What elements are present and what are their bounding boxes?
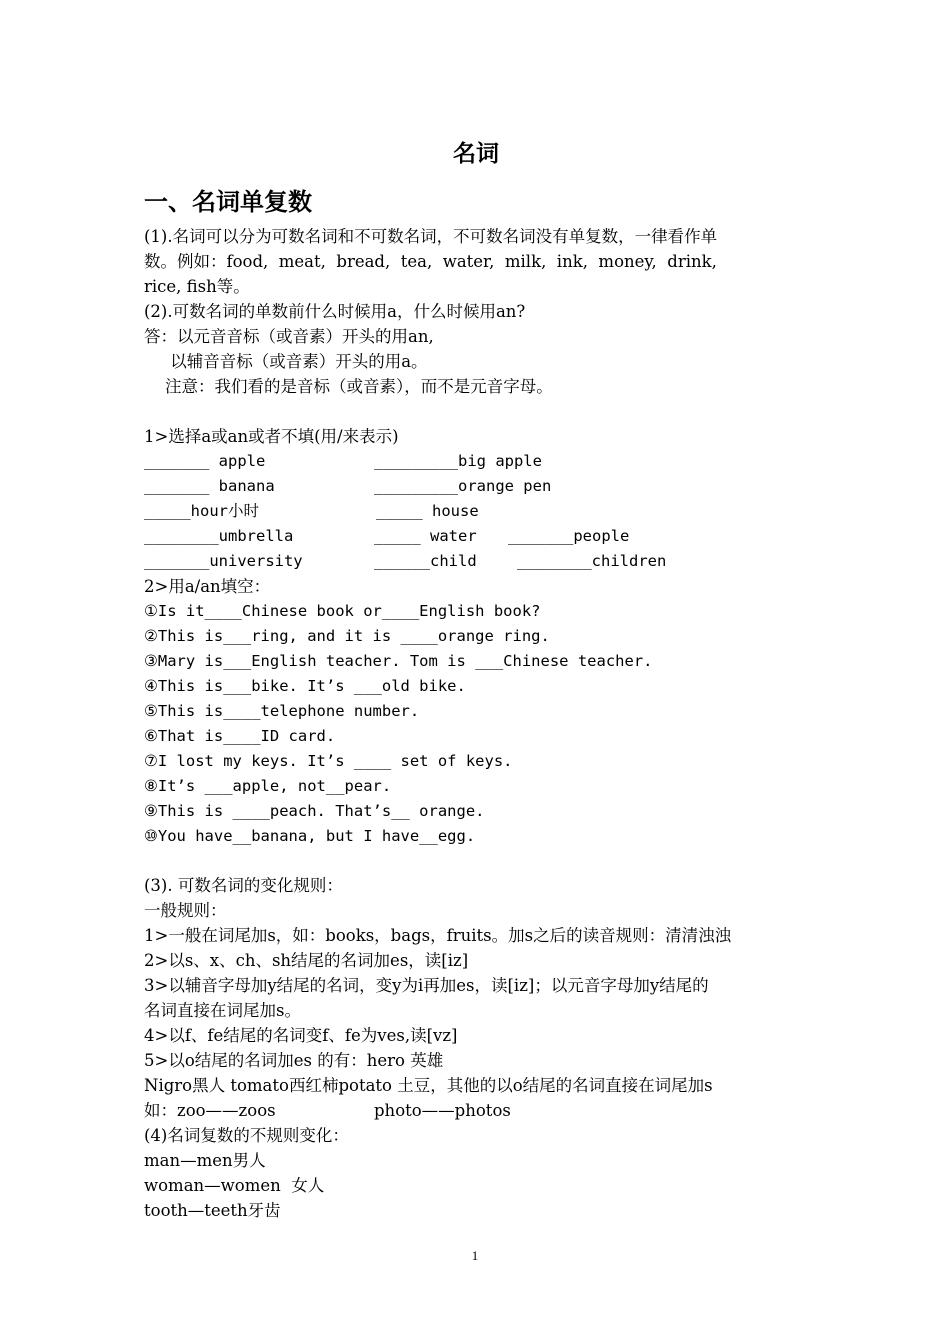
exercise-sentence: ①Is it____Chinese book or____English book? xyxy=(144,602,541,620)
exercise-sentence: ⑧It’s ___apple, not__pear. xyxy=(144,777,392,795)
exercise-sentence: ⑥That is____ID card. xyxy=(144,727,336,745)
paragraph-line: (1).名词可以分为可数名词和不可数名词，不可数名词没有单复数，一律看作单 xyxy=(144,227,718,246)
exercise-item: _______ banana xyxy=(144,477,275,495)
exercise-sentence: ⑩You have__banana, but I have__egg. xyxy=(144,827,476,845)
exercise-sentence: ⑦I lost my keys. It’s ____ set of keys. xyxy=(144,752,513,770)
rule-line: 2>以s、x、ch、sh结尾的名词加es，读[iz] xyxy=(144,951,469,970)
note-line: 注意：我们看的是音标（或音素），而不是元音字母。 xyxy=(144,377,553,396)
exercise-item: ________umbrella xyxy=(144,527,294,545)
exercise-sentence: ④This is___bike. It’s ___old bike. xyxy=(144,677,466,695)
exercise-item: _____ water xyxy=(374,527,477,545)
exercise-title: 1>选择a或an或者不填(用/来表示) xyxy=(144,427,399,446)
irregular-line: man—men男人 xyxy=(144,1151,266,1170)
exercise-item: _______people xyxy=(508,527,630,545)
rule-line: Nigro黑人 tomato西红柿potato 土豆，其他的以o结尾的名词直接在词尾加s xyxy=(144,1076,713,1095)
exercise-sentence: ③Mary is___English teacher. Tom is ___Chinese teacher. xyxy=(144,652,653,670)
section-heading: 一、名词单复数 xyxy=(144,188,312,216)
exercise-item: _________big apple xyxy=(374,452,542,470)
paragraph-line: 一般规则： xyxy=(144,901,227,920)
page-number: 1 xyxy=(471,1248,479,1263)
answer-line: 答：以元音音标（或音素）开头的用an, xyxy=(144,327,434,346)
paragraph-line: rice, fish等。 xyxy=(144,277,250,296)
exercise-sentence: ⑤This is____telephone number. xyxy=(144,702,420,720)
exercise-item: ________children xyxy=(517,552,667,570)
paragraph-line: (3). 可数名词的变化规则： xyxy=(144,876,343,895)
paragraph-line: 数。例如：food, meat, bread, tea, water, milk, ink, money, drink, xyxy=(144,252,717,271)
example-line: photo——photos xyxy=(374,1101,511,1120)
paragraph-line: (4)名词复数的不规则变化： xyxy=(144,1126,349,1145)
exercise-item: _______university xyxy=(144,552,303,570)
rule-line: 5>以o结尾的名词加es 的有：hero 英雄 xyxy=(144,1051,444,1070)
example-line: 如：zoo——zoos xyxy=(144,1101,276,1120)
answer-line: 以辅音音标（或音素）开头的用a。 xyxy=(144,352,428,371)
page-title: 名词 xyxy=(453,141,499,167)
exercise-item: ______child xyxy=(374,552,477,570)
exercise-sentence: ⑨This is ____peach. That’s__ orange. xyxy=(144,802,485,820)
irregular-line: woman—women 女人 xyxy=(144,1176,325,1195)
irregular-line: tooth—teeth牙齿 xyxy=(144,1201,281,1220)
exercise-item: _____ house xyxy=(376,502,479,520)
rule-line: 3>以辅音字母加y结尾的名词，变y为i再加es，读[iz]；以元音字母加y结尾的 xyxy=(144,976,709,995)
exercise-sentence: ②This is___ring, and it is ____orange ring. xyxy=(144,627,550,645)
exercise-title: 2>用a/an填空： xyxy=(144,577,271,596)
exercise-item: _____hour小时 xyxy=(144,502,259,520)
rule-line: 4>以f、fe结尾的名词变f、fe为ves,读[vz] xyxy=(144,1026,458,1045)
exercise-item: _______ apple xyxy=(144,452,266,470)
paragraph-line: (2).可数名词的单数前什么时候用a，什么时候用an? xyxy=(144,302,526,321)
exercise-item: _________orange pen xyxy=(374,477,552,495)
rule-line: 名词直接在词尾加s。 xyxy=(144,1001,301,1020)
rule-line: 1>一般在词尾加s，如：books，bags，fruits。加s之后的读音规则：清清浊浊 xyxy=(144,926,732,945)
